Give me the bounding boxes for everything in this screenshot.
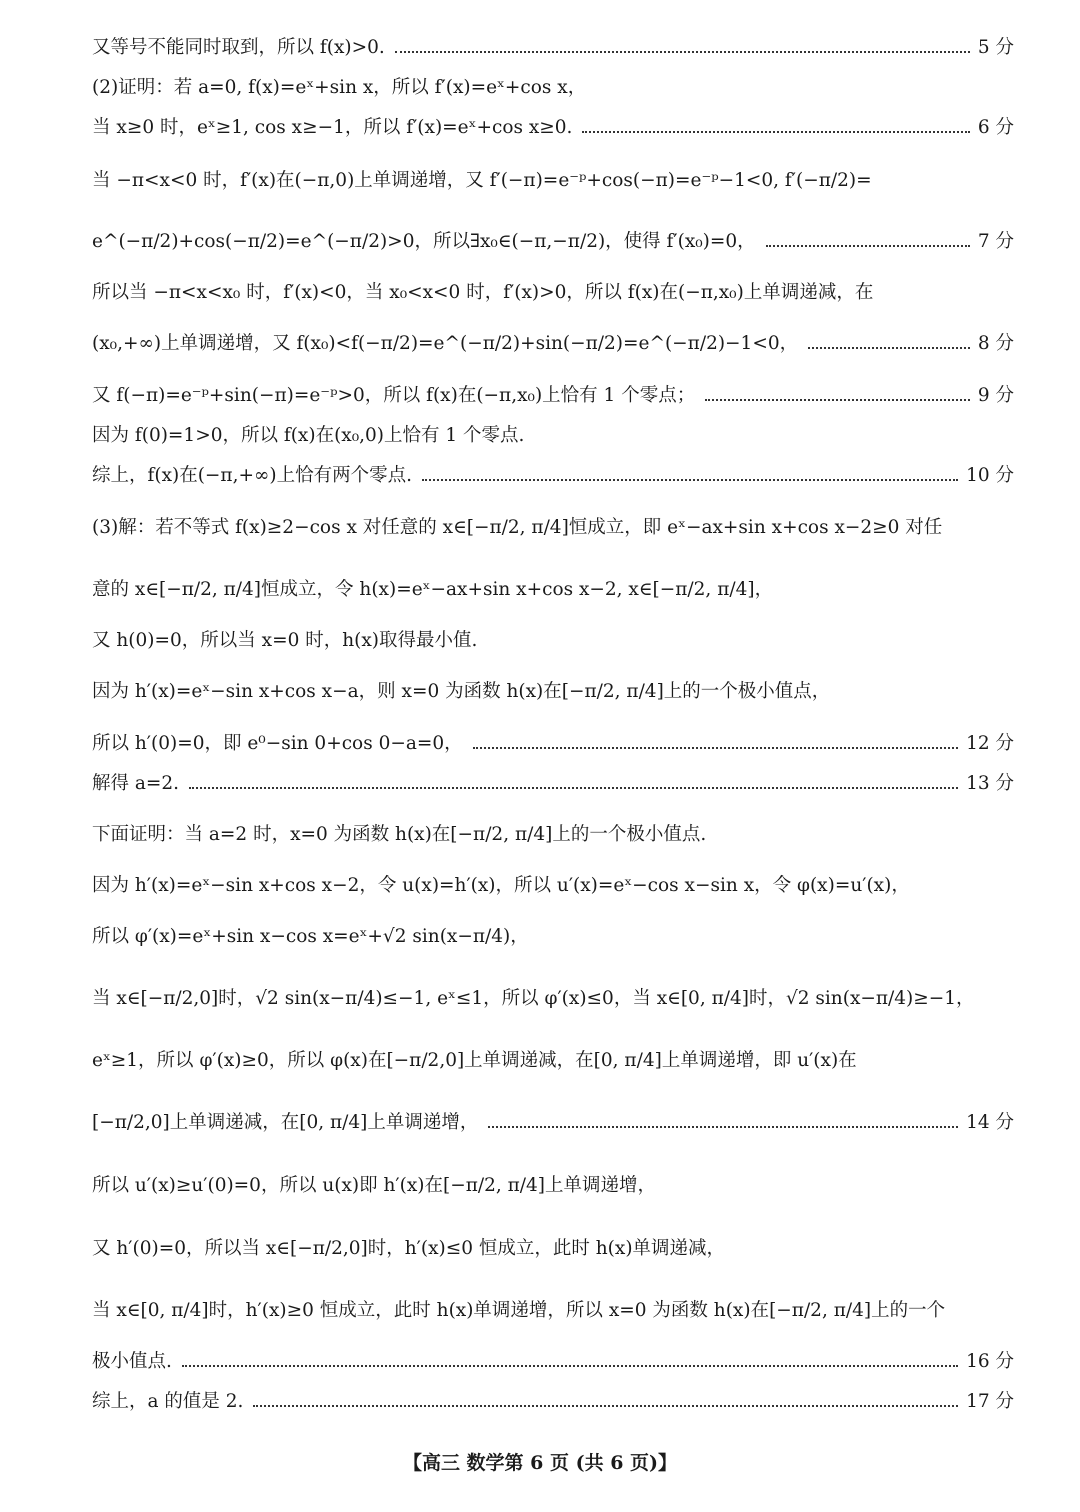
text-line: [92, 921, 1014, 953]
line-text: e^(−π/2)+cos(−π/2)=e^(−π/2)>0，所以∃x₀∈(−π,−π/2)，使得 f′(x₀)=0，: [92, 231, 756, 252]
text-line: [92, 983, 1014, 1015]
leader-dots: [473, 747, 958, 749]
score-label: 7 分: [977, 231, 1014, 252]
line-text: 因为 f(0)=1>0，所以 f(x)在(x₀,0)上恰有 1 个零点.: [92, 425, 525, 446]
line-text: (2)证明：若 a=0, f(x)=eˣ+sin x，所以 f′(x)=eˣ+cos x，: [92, 77, 587, 98]
line-text: 又 h(0)=0，所以当 x=0 时，h(x)取得最小值.: [92, 630, 478, 651]
line-text: 因为 h′(x)=eˣ−sin x+cos x−2，令 u(x)=h′(x)，所以 u′(x)=eˣ−cos x−sin x，令 φ(x)=u′(x)，: [92, 875, 910, 896]
leader-dots: [182, 1365, 958, 1367]
leader-dots: [189, 787, 958, 789]
leader-dots: [422, 479, 958, 481]
line-text: 意的 x∈[−π/2, π/4]恒成立，令 h(x)=eˣ−ax+sin x+cos x−2, x∈[−π/2, π/4]，: [92, 579, 774, 600]
text-line: [92, 1349, 1014, 1375]
text-line: [92, 819, 1014, 851]
score-label: 12 分: [966, 733, 1014, 754]
leader-dots: [705, 399, 970, 401]
text-line: [92, 463, 1014, 489]
text-line: [92, 771, 1014, 797]
score-label: 10 分: [966, 465, 1014, 486]
text-line: [92, 423, 1014, 449]
text-line: [92, 35, 1014, 61]
score-label: 8 分: [977, 333, 1014, 354]
score-label: 5 分: [977, 37, 1014, 58]
line-text: 综上，f(x)在(−π,+∞)上恰有两个零点.: [92, 465, 412, 486]
line-text: 当 x≥0 时，eˣ≥1, cos x≥−1，所以 f′(x)=eˣ+cos x≥0.: [92, 117, 573, 138]
score-label: 17 分: [966, 1391, 1014, 1412]
line-text: 因为 h′(x)=eˣ−sin x+cos x−a，则 x=0 为函数 h(x)在[−π/2, π/4]上的一个极小值点，: [92, 681, 831, 702]
line-text: 综上，a 的值是 2.: [92, 1391, 244, 1412]
text-line: [92, 280, 1014, 306]
score-label: 16 分: [966, 1351, 1014, 1372]
line-text: (3)解：若不等式 f(x)≥2−cos x 对任意的 x∈[−π/2, π/4]恒成立，即 eˣ−ax+sin x+cos x−2≥0 对任: [92, 517, 943, 538]
text-line: [92, 1295, 1014, 1327]
line-text: 所以 u′(x)≥u′(0)=0，所以 u(x)即 h′(x)在[−π/2, π/4]上单调递增，: [92, 1175, 657, 1196]
line-text: 所以当 −π<x<x₀ 时，f′(x)<0，当 x₀<x<0 时，f′(x)>0，所以 f(x)在(−π,x₀)上单调递减，在: [92, 282, 874, 303]
text-line: [92, 628, 1014, 654]
leader-dots: [253, 1405, 958, 1407]
leader-dots: [766, 245, 970, 247]
text-line: [92, 1170, 1014, 1202]
text-line: [92, 512, 1014, 544]
line-text: 当 x∈[0, π/4]时，h′(x)≥0 恒成立，此时 h(x)单调递增，所以 x=0 为函数 h(x)在[−π/2, π/4]上的一个: [92, 1300, 946, 1321]
text-line: [92, 328, 1014, 360]
text-line: [92, 676, 1014, 708]
line-text: [−π/2,0]上单调递减，在[0, π/4]上单调递增，: [92, 1112, 479, 1133]
leader-dots: [395, 51, 970, 53]
text-line: [92, 1045, 1014, 1077]
text-line: [92, 1233, 1014, 1265]
line-text: 所以 h′(0)=0，即 e⁰−sin 0+cos 0−a=0，: [92, 733, 463, 754]
line-text: 又 h′(0)=0，所以当 x∈[−π/2,0]时，h′(x)≤0 恒成立，此时 h(x)单调递减，: [92, 1238, 726, 1259]
text-line: [92, 75, 1014, 101]
line-text: 下面证明：当 a=2 时，x=0 为函数 h(x)在[−π/2, π/4]上的一个极小值点.: [92, 824, 707, 845]
text-line: [92, 1107, 1014, 1139]
leader-dots: [488, 1126, 958, 1128]
line-text: (x₀,+∞)上单调递增，又 f(x₀)<f(−π/2)=e^(−π/2)+sin(−π/2)=e^(−π/2)−1<0，: [92, 333, 799, 354]
text-line: [92, 383, 1014, 409]
score-label: 13 分: [966, 773, 1014, 794]
score-label: 14 分: [966, 1112, 1014, 1133]
line-text: 当 −π<x<0 时，f′(x)在(−π,0)上单调递增，又 f′(−π)=e⁻ᵖ+cos(−π)=e⁻ᵖ−1<0, f′(−π/2)=: [92, 170, 872, 191]
text-line: [92, 873, 1014, 899]
score-label: 6 分: [977, 117, 1014, 138]
text-line: [92, 731, 1014, 757]
text-line: [92, 1389, 1014, 1415]
line-text: 所以 φ′(x)=eˣ+sin x−cos x=eˣ+√2 sin(x−π/4)，: [92, 926, 529, 947]
text-line: [92, 574, 1014, 606]
page-footer: 【高三 数学第 6 页 (共 6 页)】: [402, 1452, 678, 1474]
score-label: 9 分: [977, 385, 1014, 406]
line-text: 当 x∈[−π/2,0]时，√2 sin(x−π/4)≤−1, eˣ≤1，所以 φ′(x)≤0，当 x∈[0, π/4]时，√2 sin(x−π/4)≥−1，: [92, 988, 975, 1009]
line-text: 极小值点.: [92, 1351, 172, 1372]
text-line: [92, 226, 1014, 258]
line-text: 又等号不能同时取到，所以 f(x)>0.: [92, 37, 385, 58]
line-text: eˣ≥1，所以 φ′(x)≥0，所以 φ(x)在[−π/2,0]上单调递减，在[0, π/4]上单调递增，即 u′(x)在: [92, 1050, 857, 1071]
line-text: 又 f(−π)=e⁻ᵖ+sin(−π)=e⁻ᵖ>0，所以 f(x)在(−π,x₀)上恰有 1 个零点；: [92, 385, 696, 406]
leader-dots: [582, 131, 969, 133]
line-text: 解得 a=2.: [92, 773, 180, 794]
leader-dots: [808, 347, 970, 349]
text-line: [92, 165, 1014, 197]
text-line: [92, 115, 1014, 141]
